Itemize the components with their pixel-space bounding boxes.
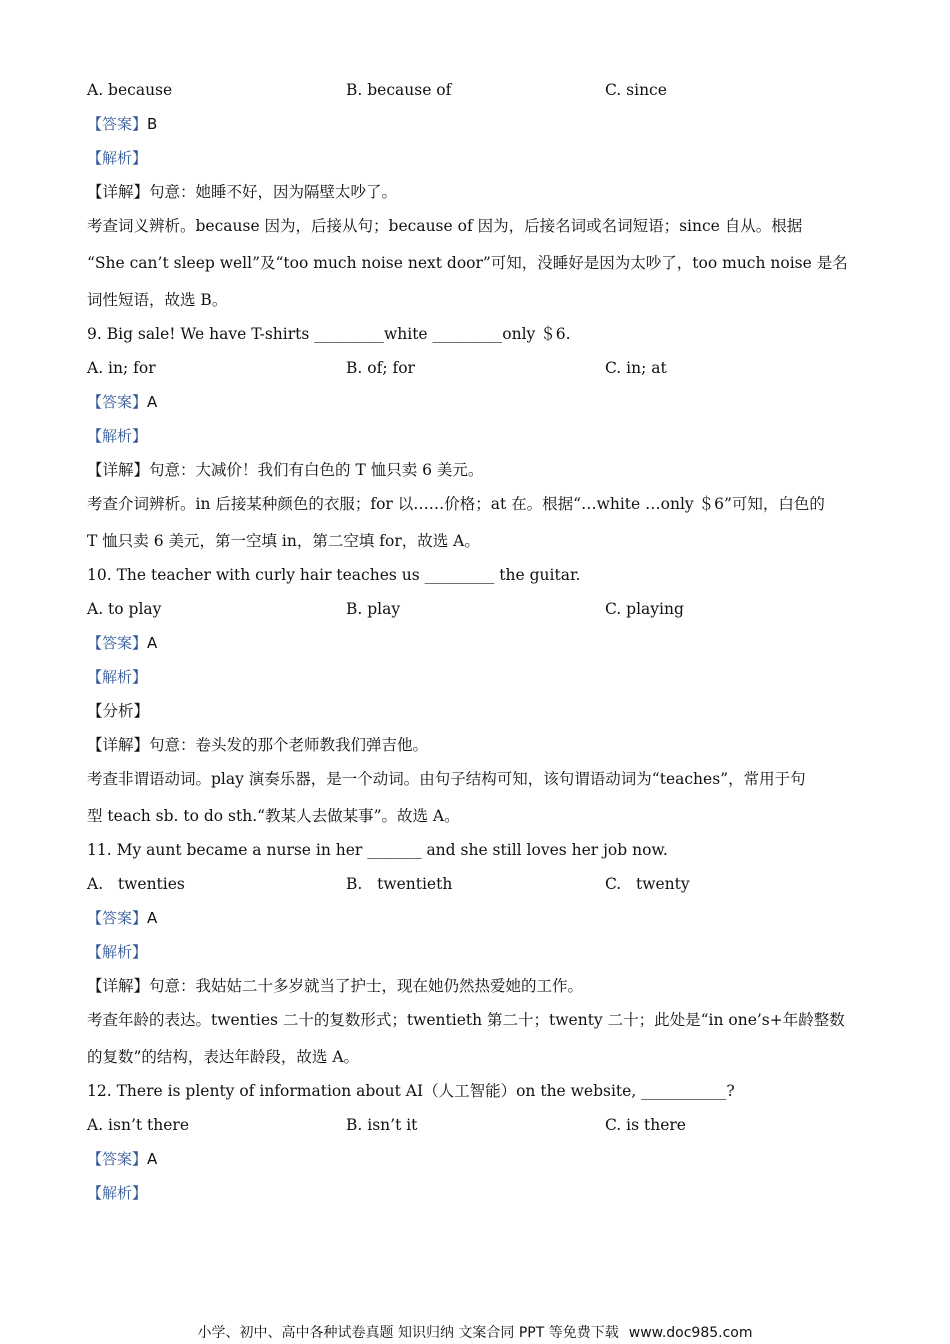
q9-explain-line-2: T 恤只卖 6 美元，第一空填 in，第二空填 for，故选 A。	[87, 532, 480, 550]
q8-explain-line-1: 考查词义辨析。because 因为，后接从句；because of 因为，后接名词或名词短语；since 自从。根据	[87, 217, 803, 235]
q11-analysis	[87, 938, 867, 972]
q12-option-c: C. is there	[605, 1116, 686, 1134]
answer-value: A	[147, 909, 158, 927]
q11-detail	[87, 972, 867, 1006]
q12-options	[87, 1111, 867, 1145]
q11-answer	[87, 904, 867, 938]
page-footer	[0, 1322, 950, 1342]
detail-text: 句意：我姑姑二十多岁就当了护士，现在她仍然热爱她的工作。	[149, 977, 584, 995]
q11-explain-line-2: 的复数”的结构，表达年龄段，故选 A。	[87, 1048, 360, 1066]
footer-url[interactable]: www.doc985.com	[628, 1325, 753, 1341]
q8-option-a: A. because	[87, 81, 173, 99]
q10-analysis	[87, 663, 867, 697]
q8-option-b: B. because of	[346, 81, 452, 99]
detail-text: 句意：她睡不好，因为隔壁太吵了。	[149, 183, 398, 201]
q10-fenxi	[87, 697, 867, 731]
q10-explain-line-2: 型 teach sb. to do sth.“教某人去做某事”。故选 A。	[87, 807, 460, 825]
q9-explain-line-1: 考查介词辨析。in 后接某种颜色的衣服；for 以……价格；at 在。根据“…white …only ＄6”可知，白色的	[87, 495, 825, 513]
q12-question: 12. There is plenty of information about AI（人工智能）on the website, ___________?	[87, 1082, 735, 1100]
q8-option-c: C. since	[605, 81, 667, 99]
q9-option-a: A. in; for	[87, 359, 156, 377]
q8-options	[87, 76, 867, 110]
answer-tag: 【答案】	[87, 393, 148, 411]
q10-option-a: A. to play	[87, 600, 162, 618]
document-page	[87, 76, 867, 1213]
analysis-tag: 【解析】	[87, 149, 148, 167]
detail-tag: 【详解】	[87, 977, 150, 995]
q10-answer	[87, 629, 867, 663]
analysis-tag: 【解析】	[87, 943, 148, 961]
q11-options	[87, 870, 867, 904]
q9-options	[87, 354, 867, 388]
q11-option-c: C. twenty	[605, 875, 690, 893]
q11-explain-line-1: 考查年龄的表达。twenties 二十的复数形式；twentieth 第二十；twenty 二十；此处是“in one’s+年龄整数	[87, 1011, 845, 1029]
q9-answer	[87, 388, 867, 422]
detail-tag: 【详解】	[87, 183, 150, 201]
q9-analysis	[87, 422, 867, 456]
q12-option-a: A. isn’t there	[87, 1116, 189, 1134]
q8-analysis	[87, 144, 867, 178]
answer-value: A	[147, 634, 158, 652]
detail-tag: 【详解】	[87, 461, 150, 479]
answer-value: B	[147, 115, 158, 133]
q10-options	[87, 595, 867, 629]
answer-tag: 【答案】	[87, 909, 148, 927]
q12-analysis	[87, 1179, 867, 1213]
answer-tag: 【答案】	[87, 115, 148, 133]
q9-detail	[87, 456, 867, 490]
footer-text: 小学、初中、高中各种试卷真题 知识归纳 文案合同 PPT 等免费下载	[197, 1325, 619, 1341]
analysis-tag: 【解析】	[87, 1184, 148, 1202]
q9-option-b: B. of; for	[346, 359, 415, 377]
q10-option-c: C. playing	[605, 600, 684, 618]
answer-value: A	[147, 393, 158, 411]
answer-tag: 【答案】	[87, 634, 148, 652]
q11-option-a: A. twenties	[87, 875, 185, 893]
detail-text: 句意：卷头发的那个老师教我们弹吉他。	[149, 736, 429, 754]
q12-answer	[87, 1145, 867, 1179]
q10-detail	[87, 731, 867, 765]
q8-explain-line-2: “She can’t sleep well”及“too much noise next door”可知，没睡好是因为太吵了，too much noise 是名	[87, 254, 848, 272]
q8-answer	[87, 110, 867, 144]
q8-detail	[87, 178, 867, 212]
analysis-tag: 【解析】	[87, 668, 148, 686]
q10-question: 10. The teacher with curly hair teaches us _________ the guitar.	[87, 566, 581, 584]
detail-text: 句意：大减价！我们有白色的 T 恤只卖 6 美元。	[149, 461, 484, 479]
q8-explain-line-3: 词性短语，故选 B。	[87, 291, 228, 309]
q9-option-c: C. in; at	[605, 359, 667, 377]
detail-tag: 【详解】	[87, 736, 150, 754]
analysis-tag: 【解析】	[87, 427, 148, 445]
q9-question: 9. Big sale! We have T-shirts _________white _________only ＄6.	[87, 325, 571, 343]
q11-question: 11. My aunt became a nurse in her _______ and she still loves her job now.	[87, 841, 668, 859]
fenxi-tag: 【分析】	[87, 702, 150, 720]
answer-value: A	[147, 1150, 158, 1168]
answer-tag: 【答案】	[87, 1150, 148, 1168]
q10-option-b: B. play	[346, 600, 401, 618]
q11-option-b: B. twentieth	[346, 875, 453, 893]
q12-option-b: B. isn’t it	[346, 1116, 418, 1134]
q10-explain-line-1: 考查非谓语动词。play 演奏乐器，是一个动词。由句子结构可知，该句谓语动词为“teaches”，常用于句	[87, 770, 806, 788]
